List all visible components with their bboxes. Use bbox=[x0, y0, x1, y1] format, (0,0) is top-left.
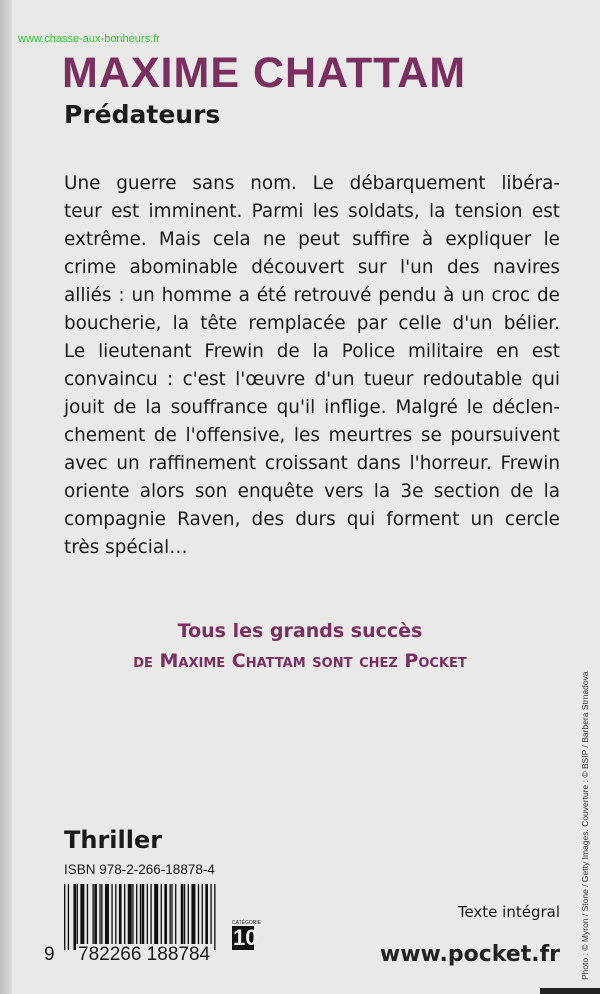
blurb-line: Le lieutenant Frewin de la Police militaire en est bbox=[64, 341, 560, 362]
barcode-bar bbox=[105, 884, 109, 950]
category-number: 10 bbox=[233, 925, 258, 950]
barcode-bar bbox=[184, 884, 185, 950]
barcode-bar bbox=[202, 884, 203, 950]
barcode-bar bbox=[136, 884, 137, 950]
book-title: Prédateurs bbox=[64, 100, 221, 129]
blurb-line: extrême. Mais cela ne peut suffire à expliquer le bbox=[64, 229, 560, 250]
barcode-bar bbox=[171, 884, 172, 950]
barcode-bar bbox=[132, 884, 133, 950]
page-shadow bbox=[540, 988, 600, 994]
barcode-bar bbox=[101, 884, 102, 950]
category-label: CATÉGORIE bbox=[232, 920, 262, 926]
barcode-bar bbox=[73, 884, 76, 950]
barcode-first-digit: 9 bbox=[44, 944, 55, 965]
promo-line-2: de Maxime Chattam sont chez Pocket bbox=[133, 650, 467, 672]
barcode-bar bbox=[198, 884, 199, 950]
barcode-bar bbox=[150, 884, 151, 950]
blurb-line: Une guerre sans nom. Le débarquement libéra- bbox=[64, 173, 560, 194]
barcode-bar bbox=[164, 884, 167, 950]
blurb-line: jouit de la souffrance qu'il inflige. Malgré le déclen- bbox=[64, 397, 560, 418]
barcode-bar bbox=[99, 884, 100, 950]
barcode-bar bbox=[87, 884, 88, 950]
barcode-bar bbox=[188, 884, 189, 950]
blurb-line: chement de l'offensive, les meurtres se poursuivent bbox=[64, 425, 560, 446]
barcode-bar bbox=[214, 884, 215, 950]
watermark: www.chasse-aux-bonheurs.fr bbox=[18, 33, 160, 45]
blurb-line: crime abominable découvert sur l'un des navires bbox=[64, 257, 560, 278]
blurb-line: alliés : un homme a été retrouvé pendu à un croc de bbox=[64, 285, 560, 306]
barcode-bar bbox=[205, 884, 208, 950]
barcode-bar bbox=[80, 884, 84, 950]
barcode-bar bbox=[161, 884, 162, 950]
photo-credit: Photo : © Myron / Stone / Getty Images. Couverture : © BSIP / Barbera Strnadova bbox=[580, 671, 590, 980]
barcode-bar bbox=[154, 884, 158, 950]
barcode bbox=[64, 884, 216, 950]
spine-edge bbox=[0, 0, 12, 994]
blurb-line: compagnie Raven, des durs qui forment un cercle bbox=[64, 509, 560, 530]
genre: Thriller bbox=[64, 826, 163, 854]
barcode-bar bbox=[68, 884, 69, 950]
blurb-line: boucherie, la tête remplacée par celle d'un bélier. bbox=[64, 313, 560, 334]
barcode-bar bbox=[210, 884, 211, 950]
barcode-bar bbox=[191, 884, 195, 950]
barcode-bar bbox=[147, 884, 148, 950]
edition-note: Texte intégral bbox=[457, 903, 560, 921]
author-name: MAXIME CHATTAM bbox=[62, 49, 467, 97]
category-badge bbox=[232, 920, 262, 950]
barcode-bar bbox=[169, 884, 170, 950]
barcode-bar bbox=[175, 884, 176, 950]
barcode-bar bbox=[111, 884, 112, 950]
blurb-line: oriente alors son enquête vers la 3e section de la bbox=[64, 481, 560, 502]
blurb bbox=[64, 170, 560, 562]
blurb-line: très spécial… bbox=[64, 537, 188, 558]
barcode-bar bbox=[140, 884, 141, 950]
barcode-bar bbox=[115, 884, 116, 950]
blurb-line: convaincu : c'est l'œuvre d'un tueur redoutable qui bbox=[64, 369, 560, 390]
barcode-bar bbox=[124, 884, 125, 950]
barcode-bar bbox=[128, 884, 132, 950]
barcode-digits: 782266 188784 bbox=[78, 944, 211, 965]
blurb-line: teur est imminent. Parmi les soldats, la tension est bbox=[64, 201, 560, 222]
barcode-bar bbox=[94, 884, 97, 950]
barcode-bar bbox=[64, 884, 65, 950]
barcode-bar bbox=[142, 884, 145, 950]
barcode-bar bbox=[181, 884, 184, 950]
promo-line-1: Tous les grands succès bbox=[177, 620, 423, 642]
barcode-bar bbox=[92, 884, 93, 950]
website: www.pocket.fr bbox=[379, 942, 560, 967]
blurb-line: avec un raffinement croissant dans l'horreur. Frewin bbox=[64, 453, 560, 474]
barcode-bar bbox=[77, 884, 78, 950]
barcode-bar bbox=[119, 884, 122, 950]
isbn: ISBN 978-2-266-18878-4 bbox=[64, 862, 215, 877]
